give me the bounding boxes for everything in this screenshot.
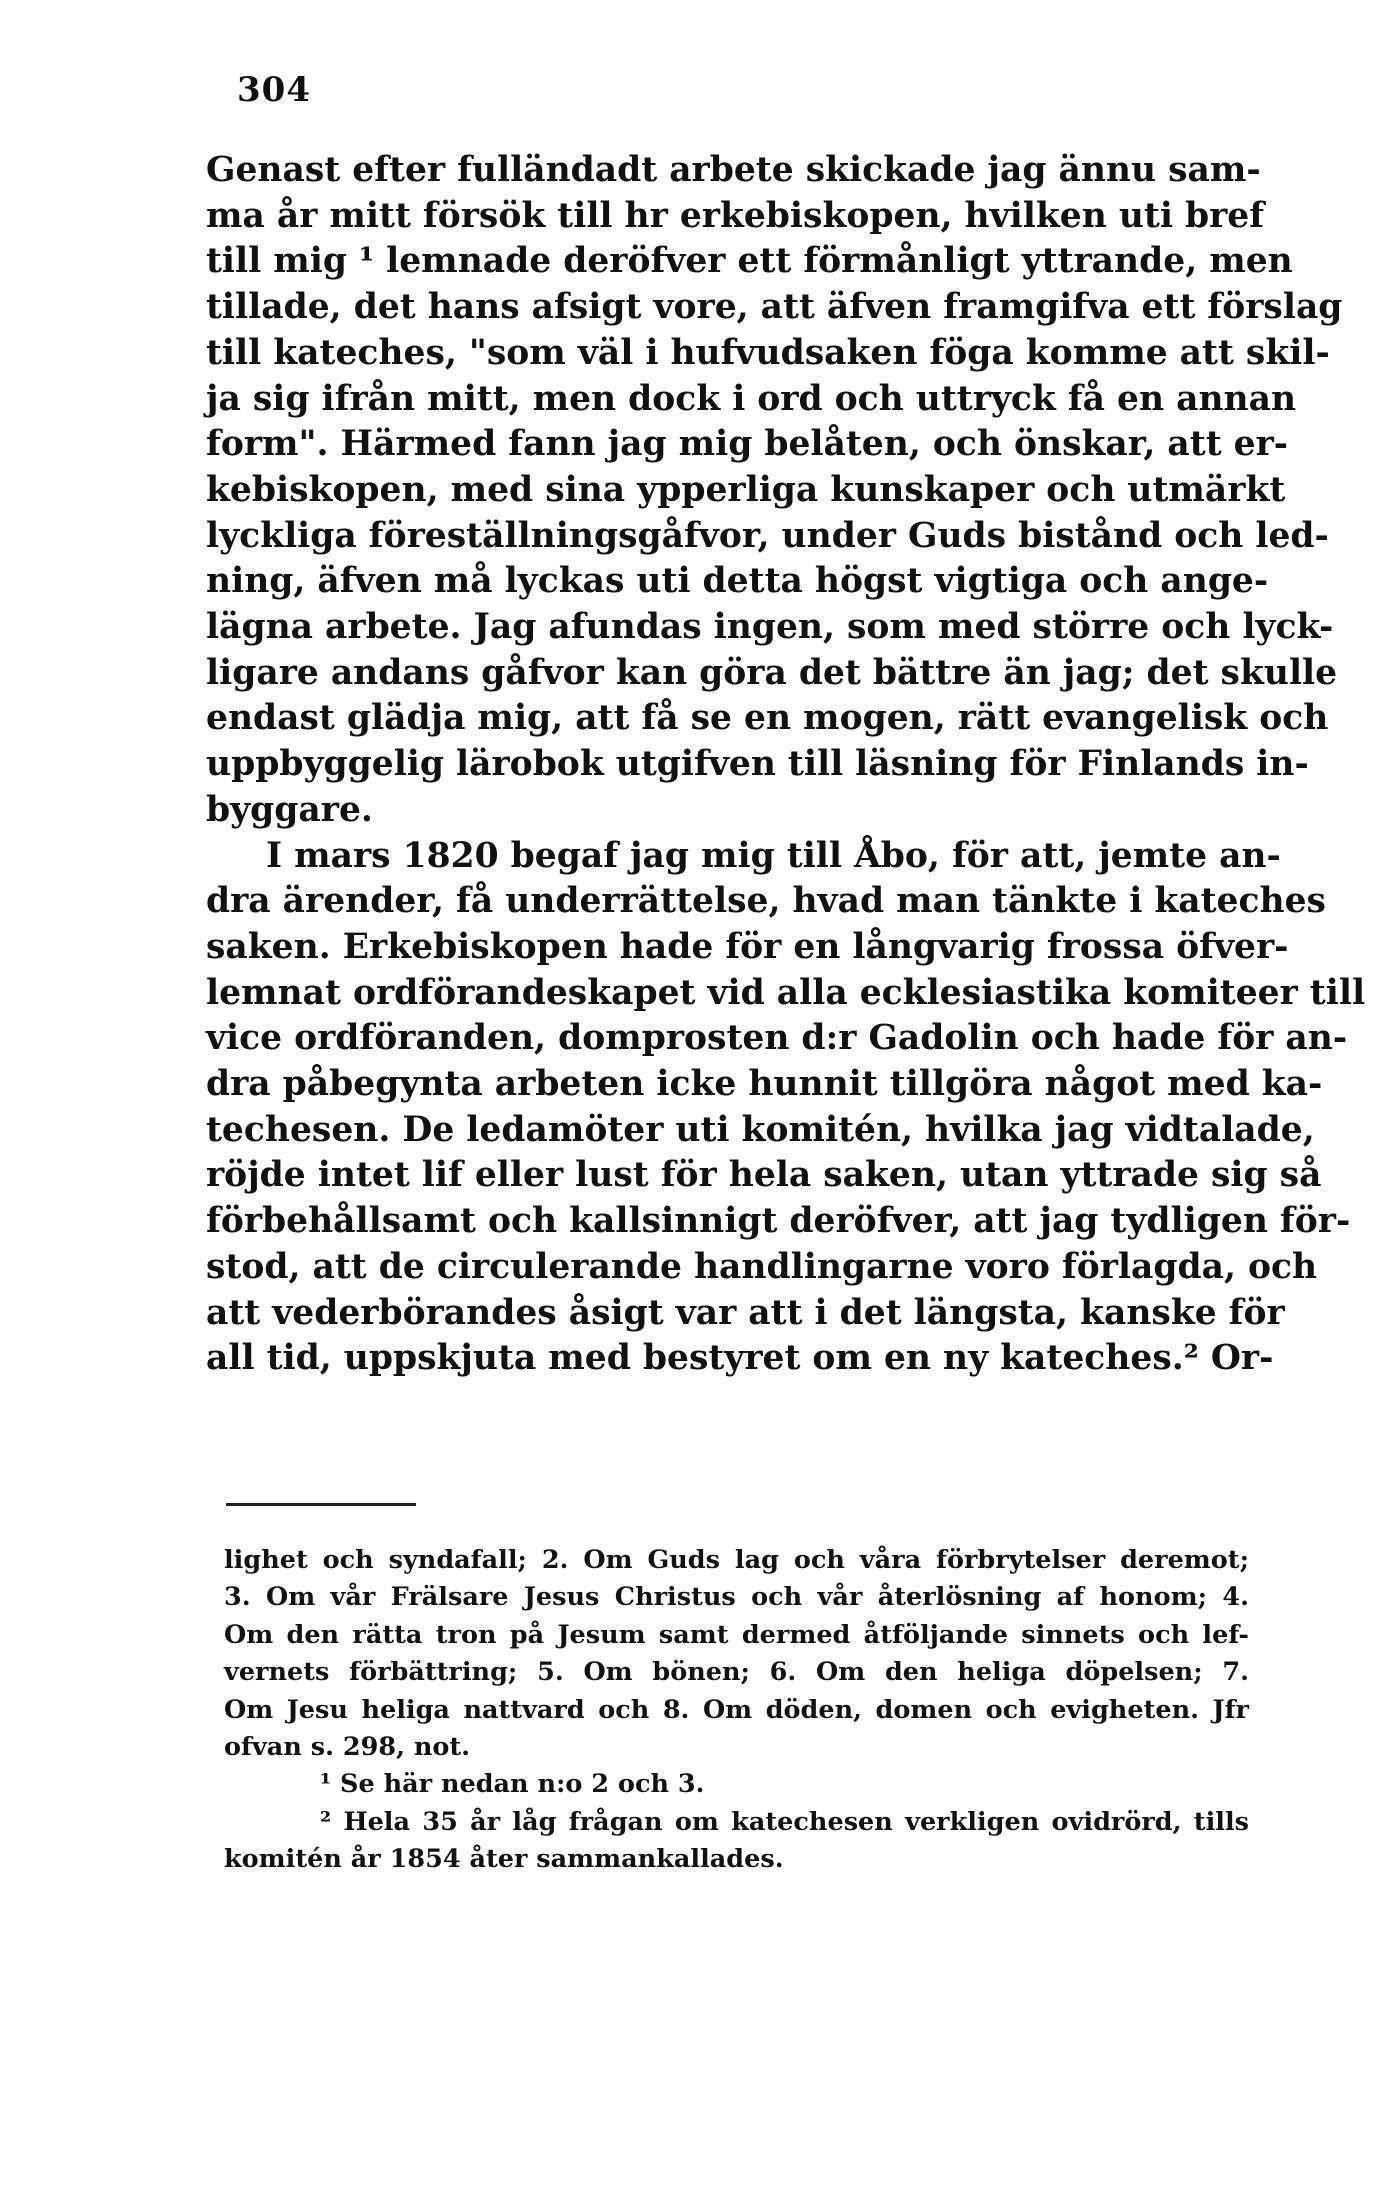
footnote-line: Om den rätta tron på Jesum samt dermed åtföljande sinnets och lef- bbox=[224, 1619, 1249, 1650]
text-line: lägna arbete. Jag afundas ingen, som med större och lyck- bbox=[206, 607, 1334, 648]
text-line: vice ordföranden, domprosten d:r Gadolin och hade för an- bbox=[206, 1018, 1348, 1059]
footnote-line: vernets förbättring; 5. Om bönen; 6. Om den heliga döpelsen; 7. bbox=[224, 1657, 1249, 1688]
footnote-1: ¹ Se här nedan n:o 2 och 3. bbox=[320, 1769, 705, 1800]
page-number: 304 bbox=[237, 70, 311, 110]
text-line: lemnat ordförandeskapet vid alla ecklesiastika komiteer till bbox=[206, 972, 1366, 1013]
text-line: form". Härmed fann jag mig belåten, och önskar, att er- bbox=[206, 424, 1289, 465]
text-line: lyckliga föreställningsgåfvor, under Guds bistånd och led- bbox=[206, 515, 1329, 556]
text-line: all tid, uppskjuta med bestyret om en ny kateches.² Or- bbox=[206, 1338, 1274, 1379]
text-line: ning, äfven må lyckas uti detta högst vigtiga och ange- bbox=[206, 561, 1269, 602]
text-line: byggare. bbox=[206, 789, 373, 830]
text-line: förbehållsamt och kallsinnigt deröfver, att jag tydligen för- bbox=[206, 1201, 1351, 1242]
text-line: tillade, det hans afsigt vore, att äfven framgifva ett förslag bbox=[206, 287, 1343, 328]
footnotes bbox=[224, 1542, 1249, 1879]
text-line: dra ärender, få underrättelse, hvad man tänkte i kateches bbox=[206, 881, 1326, 922]
footnote-2: ² Hela 35 år låg frågan om katechesen verkligen ovidrörd, tills bbox=[320, 1806, 1249, 1837]
text-line: endast glädja mig, att få se en mogen, rätt evangelisk och bbox=[206, 698, 1329, 739]
text-line: techesen. De ledamöter uti komitén, hvilka jag vidtalade, bbox=[206, 1109, 1315, 1150]
text-line: ja sig ifrån mitt, men dock i ord och uttryck få en annan bbox=[206, 378, 1297, 419]
footnote-line: Om Jesu heliga nattvard och 8. Om döden, domen och evigheten. Jfr bbox=[224, 1694, 1249, 1725]
footnote-line: 3. Om vår Frälsare Jesus Christus och vår återlösning af honom; 4. bbox=[224, 1582, 1249, 1613]
main-text bbox=[206, 148, 1366, 1382]
text-line: kebiskopen, med sina ypperliga kunskaper och utmärkt bbox=[206, 469, 1286, 510]
text-line: stod, att de circulerande handlingarne voro förlagda, och bbox=[206, 1246, 1318, 1287]
footnote-separator bbox=[226, 1503, 416, 1506]
text-line: dra påbegynta arbeten icke hunnit tillgöra något med ka- bbox=[206, 1064, 1323, 1105]
text-line: uppbyggelig lärobok utgifven till läsning för Finlands in- bbox=[206, 744, 1309, 785]
text-line: ma år mitt försök till hr erkebiskopen, hvilken uti bref bbox=[206, 195, 1265, 236]
paragraph-start-line: I mars 1820 begaf jag mig till Åbo, för att, jemte an- bbox=[266, 835, 1281, 876]
text-line: saken. Erkebiskopen hade för en långvarig frossa öfver- bbox=[206, 926, 1289, 967]
text-line: till mig ¹ lemnade deröfver ett förmånligt yttrande, men bbox=[206, 241, 1293, 282]
text-line: röjde intet lif eller lust för hela saken, utan yttrade sig så bbox=[206, 1155, 1322, 1196]
footnote-line: komitén år 1854 åter sammankallades. bbox=[224, 1844, 784, 1875]
text-line: ligare andans gåfvor kan göra det bättre än jag; det skulle bbox=[206, 652, 1338, 693]
footnote-line: lighet och syndafall; 2. Om Guds lag och våra förbrytelser deremot; bbox=[224, 1545, 1249, 1575]
footnote-line: ofvan s. 298, not. bbox=[224, 1732, 471, 1763]
text-line: Genast efter fulländadt arbete skickade jag ännu sam- bbox=[206, 150, 1261, 190]
text-line: till kateches, "som väl i hufvudsaken föga komme att skil- bbox=[206, 332, 1330, 373]
text-line: att vederbörandes åsigt var att i det längsta, kanske för bbox=[206, 1292, 1285, 1333]
